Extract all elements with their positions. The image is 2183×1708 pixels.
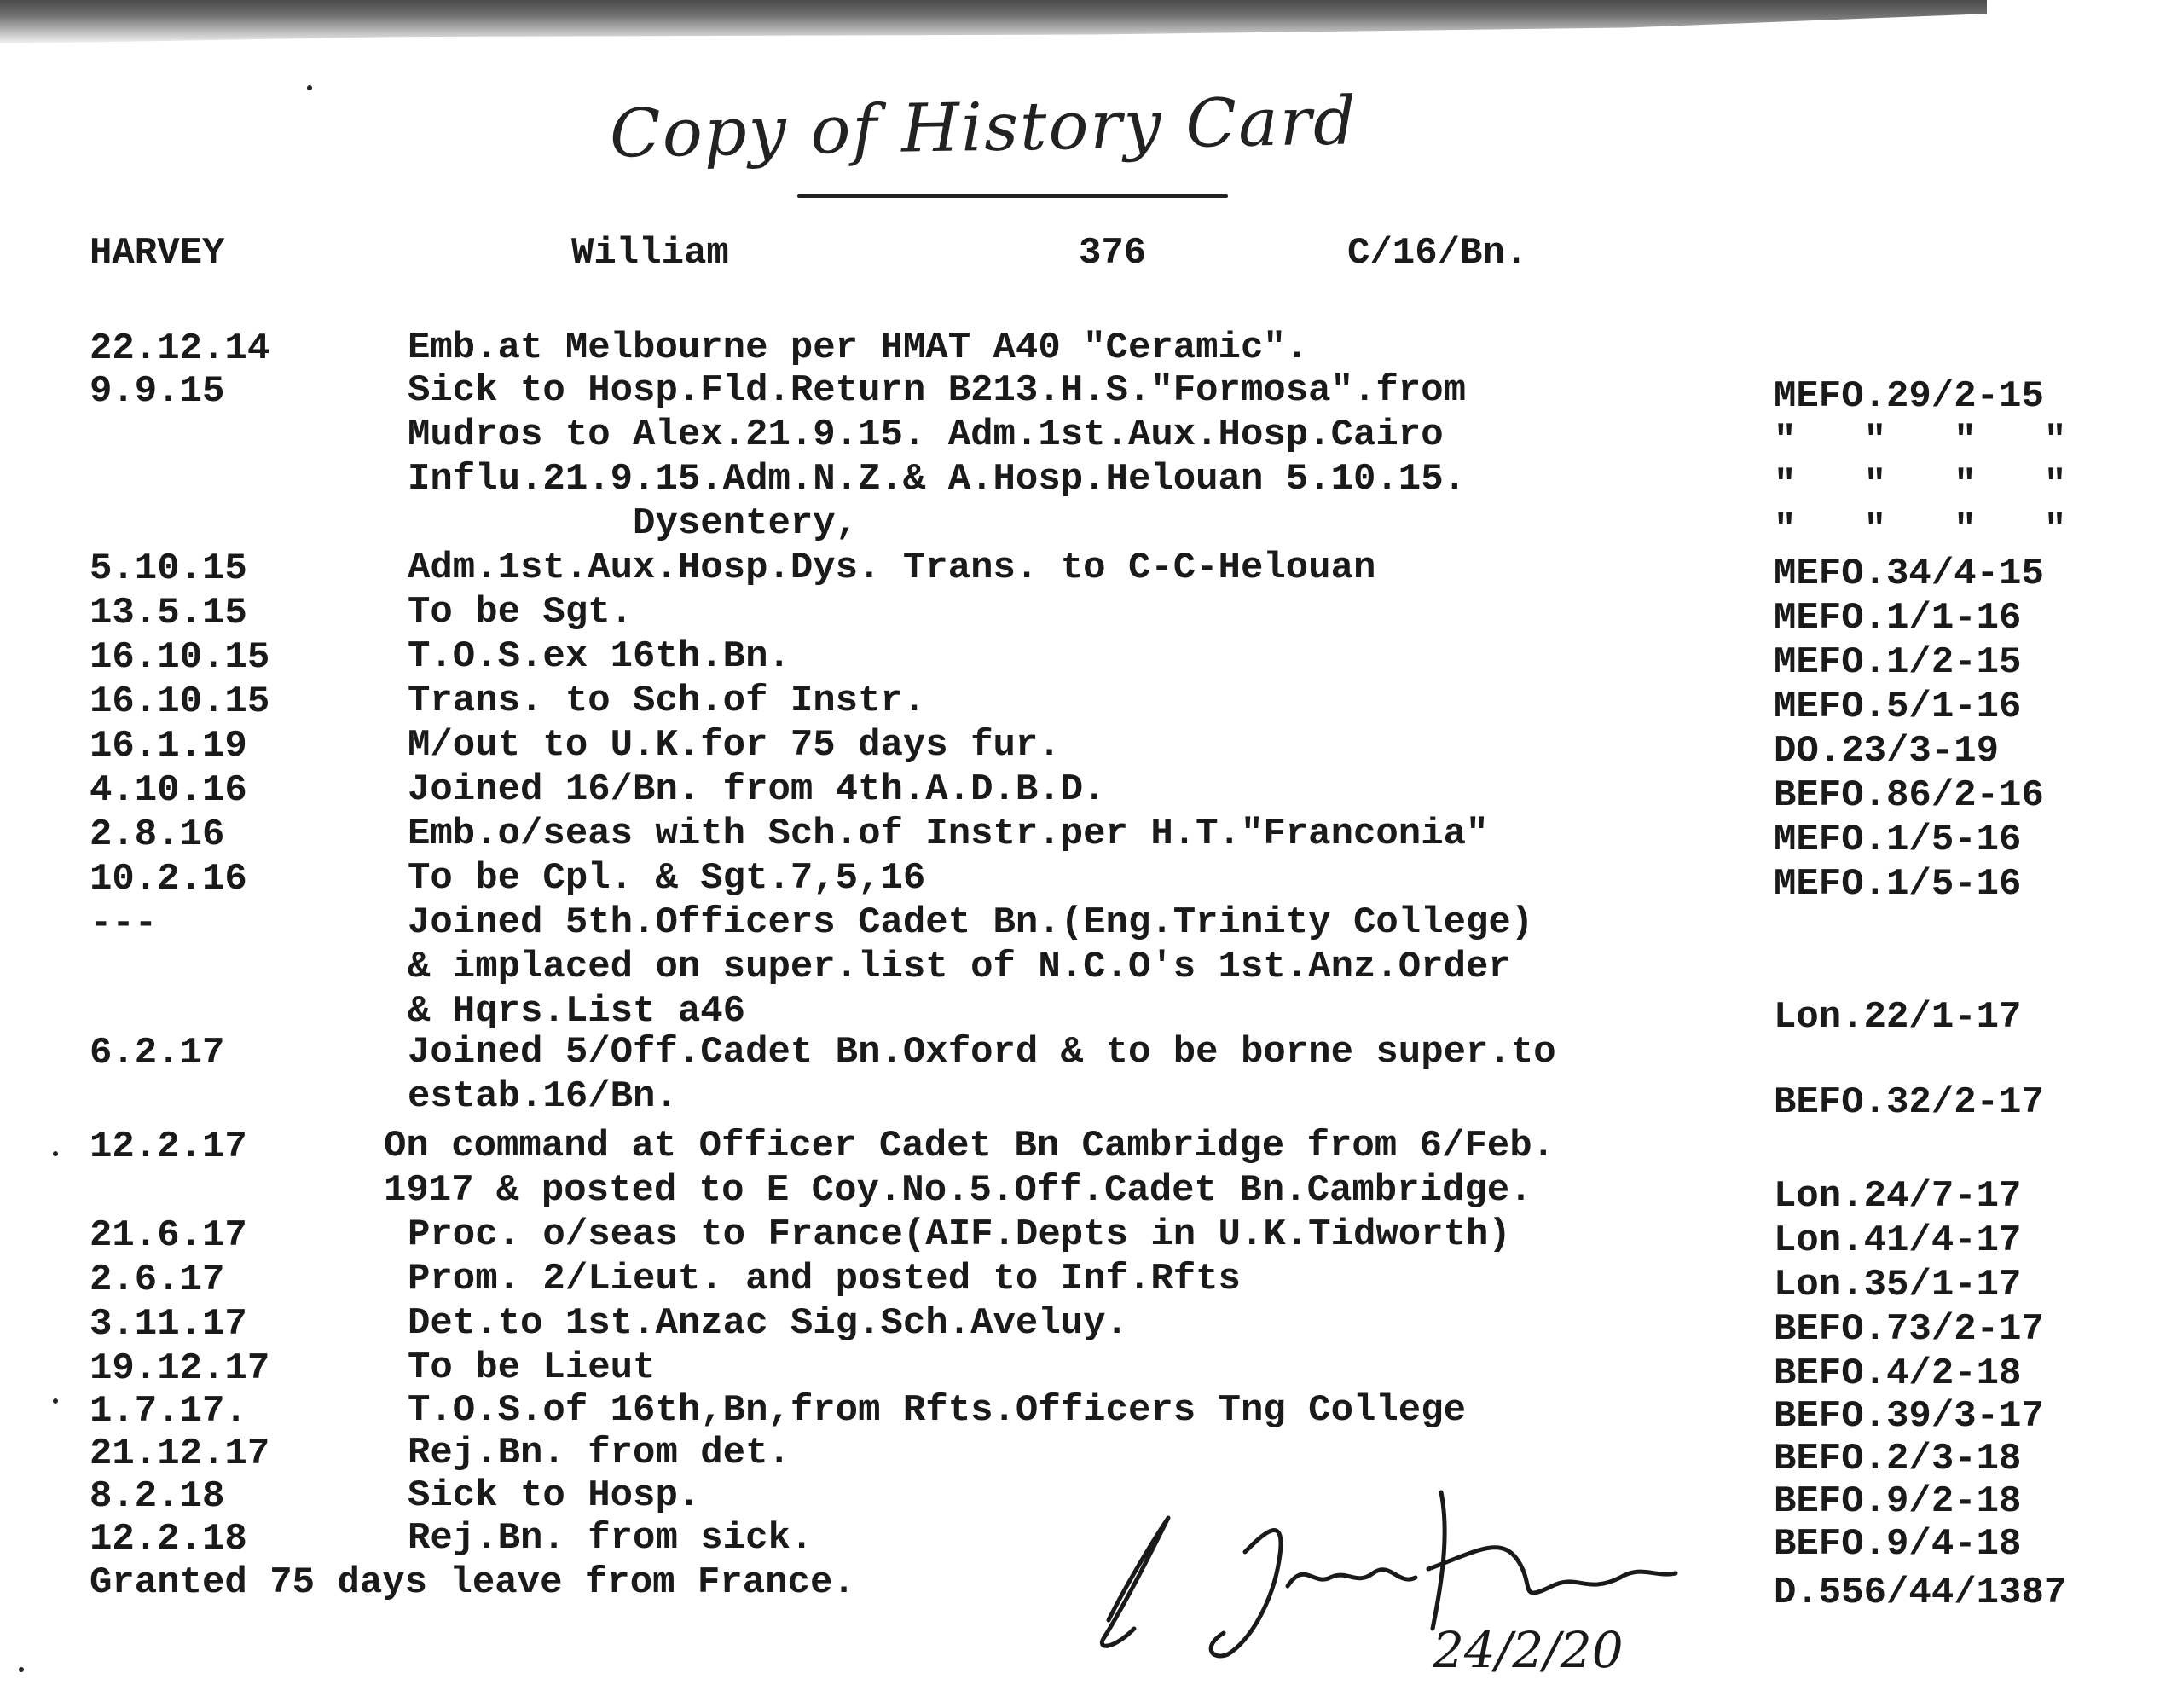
entry-text-line: Sick to Hosp.Fld.Return B213.H.S."Formosa".from [408,369,1467,412]
ditto-marks: " " " " [1774,464,2067,507]
entry-text-line: Dysentery, [408,502,859,545]
entry-reference: MEFO.1/2-15 [1774,641,2022,684]
title-underline [797,194,1228,198]
entry-date: 1.7.17. [90,1390,247,1433]
entry-reference: MEFO.1/5-16 [1774,819,2022,861]
entry-date: 22.12.14 [90,327,270,370]
unit: C/16/Bn. [1347,232,1528,275]
entry-text-line: To be Cpl. & Sgt.7,5,16 [408,857,926,900]
entry-reference: Lon.24/7-17 [1774,1175,2022,1218]
entry-date: 21.12.17 [90,1433,270,1475]
footer-text: Granted 75 days leave from France. [90,1561,855,1604]
entry-date: 12.2.18 [90,1518,247,1560]
entry-reference: Lon.35/1-17 [1774,1264,2022,1306]
entry-text-line: Prom. 2/Lieut. and posted to Inf.Rfts [408,1258,1241,1300]
entry-reference: BEFO.73/2-17 [1774,1308,2044,1351]
document-title: Copy of History Card [609,83,1358,173]
entry-date: 10.2.16 [90,858,247,900]
entry-reference: BEFO.39/3-17 [1774,1395,2044,1438]
entry-date: 16.1.19 [90,725,247,767]
entry-text-line: Influ.21.9.15.Adm.N.Z.& A.Hosp.Helouan 5.10.15. [408,458,1467,501]
entry-reference: DO.23/3-19 [1774,730,2000,773]
given-name: William [571,232,729,275]
entry-date: 19.12.17 [90,1347,270,1390]
entry-text-line: & Hqrs.List a46 [408,990,746,1033]
signature [1074,1458,1688,1680]
surname: HARVEY [90,232,225,275]
entry-reference: MEFO.34/4-15 [1774,553,2044,595]
signature-date: 24/2/20 [1433,1621,1624,1679]
footer-ref: D.556/44/1387 [1774,1572,2067,1614]
ditto-marks: " " " " [1774,420,2067,462]
entry-text-line: Det.to 1st.Anzac Sig.Sch.Aveluy. [408,1302,1128,1345]
scan-speck [19,1667,24,1672]
entry-reference: MEFO.5/1-16 [1774,686,2022,728]
entry-reference: Lon.22/1-17 [1774,996,2022,1039]
entry-date: 6.2.17 [90,1032,225,1074]
scan-speck [307,85,312,90]
entry-text-line: 1917 & posted to E Coy.No.5.Off.Cadet Bn.Cambridge. [384,1169,1532,1212]
entry-reference: MEFO.1/5-16 [1774,863,2022,906]
entry-text-line: T.O.S.of 16th,Bn,from Rfts.Officers Tng College [408,1389,1467,1432]
entry-reference: MEFO.29/2-15 [1774,375,2044,418]
entry-date: 8.2.18 [90,1475,225,1518]
scan-speck [53,1151,58,1156]
entry-reference: BEFO.86/2-16 [1774,774,2044,817]
entry-reference: Lon.41/4-17 [1774,1219,2022,1262]
entry-text-line: M/out to U.K.for 75 days fur. [408,724,1061,767]
entry-text-line: Emb.at Melbourne per HMAT A40 "Ceramic". [408,327,1309,369]
entry-reference: BEFO.9/4-18 [1774,1523,2022,1566]
scan-top-edge [0,0,1987,46]
entry-reference: BEFO.9/2-18 [1774,1480,2022,1523]
entry-text-line: On command at Officer Cadet Bn Cambridge from 6/Feb. [384,1125,1555,1167]
entry-date: 16.10.15 [90,636,270,679]
entry-date: --- [90,902,158,945]
service-number: 376 [1079,232,1147,275]
scan-speck [53,1398,58,1404]
entry-text-line: Trans. to Sch.of Instr. [408,680,926,722]
entry-text-line: estab.16/Bn. [408,1075,678,1118]
entry-date: 16.10.15 [90,680,270,723]
entry-date: 13.5.15 [90,592,247,634]
entry-text-line: Mudros to Alex.21.9.15. Adm.1st.Aux.Hosp.Cairo [408,414,1444,456]
ditto-marks: " " " " [1774,508,2067,551]
entry-reference: MEFO.1/1-16 [1774,597,2022,640]
entry-text-line: Rej.Bn. from sick. [408,1517,814,1560]
entry-date: 5.10.15 [90,547,247,590]
entry-text-line: Emb.o/seas with Sch.of Instr.per H.T."Franconia" [408,813,1489,855]
entry-date: 9.9.15 [90,370,225,413]
entry-reference: BEFO.4/2-18 [1774,1352,2022,1395]
entry-text-line: To be Lieut [408,1346,656,1389]
entry-date: 2.8.16 [90,813,225,856]
entry-text-line: Joined 5th.Officers Cadet Bn.(Eng.Trinity College) [408,901,1534,944]
entry-date: 4.10.16 [90,769,247,812]
entry-text-line: Joined 5/Off.Cadet Bn.Oxford & to be borne super.to [408,1031,1556,1074]
entry-date: 2.6.17 [90,1259,225,1301]
entry-text-line: Sick to Hosp. [408,1474,701,1517]
entry-date: 12.2.17 [90,1126,247,1168]
entry-text-line: Rej.Bn. from det. [408,1432,790,1474]
entry-text-line: Adm.1st.Aux.Hosp.Dys. Trans. to C-C-Helouan [408,547,1376,589]
entry-text-line: To be Sgt. [408,591,634,634]
entry-reference: BEFO.2/3-18 [1774,1438,2022,1480]
entry-date: 3.11.17 [90,1303,247,1346]
entry-reference: BEFO.32/2-17 [1774,1081,2044,1124]
entry-date: 21.6.17 [90,1214,247,1257]
entry-text-line: Proc. o/seas to France(AIF.Depts in U.K.Tidworth) [408,1213,1511,1256]
entry-text-line: Joined 16/Bn. from 4th.A.D.B.D. [408,768,1106,811]
entry-text-line: T.O.S.ex 16th.Bn. [408,635,790,678]
entry-text-line: & implaced on super.list of N.C.O's 1st.Anz.Order [408,946,1511,988]
